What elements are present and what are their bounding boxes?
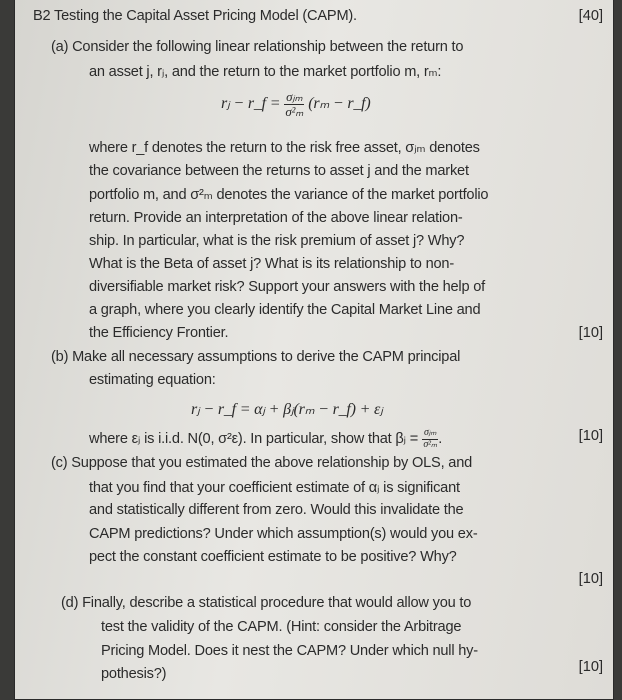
part-b-line-1: (b) Make all necessary assumptions to derive the CAPM principal bbox=[51, 349, 461, 365]
part-b-fraction-denominator: σ²ₘ bbox=[423, 438, 437, 450]
part-b-line-3 bbox=[89, 428, 442, 450]
part-a-line-6: return. Provide an interpretation of the above linear relation- bbox=[89, 210, 463, 226]
part-b-fraction-numerator: σⱼₘ bbox=[423, 427, 437, 438]
part-b-line-3-end: . bbox=[438, 430, 443, 447]
part-a-marks: [10] bbox=[578, 325, 603, 341]
part-d-line-4: pothesis?) bbox=[101, 666, 167, 682]
part-b-beta-fraction bbox=[422, 428, 438, 450]
part-a-fraction-numerator: σⱼₘ bbox=[286, 89, 303, 104]
part-a-line-5: portfolio m, and σ²ₘ denotes the variance of the market portfolio bbox=[89, 187, 489, 203]
part-d-line-3: Pricing Model. Does it nest the CAPM? Under which null hy- bbox=[101, 643, 478, 659]
part-c-line-3: and statistically different from zero. Would this invalidate the bbox=[89, 502, 464, 518]
part-a-line-4: the covariance between the returns to asset j and the market bbox=[89, 163, 469, 179]
part-a-line-1: (a) Consider the following linear relationship between the return to bbox=[51, 39, 464, 55]
part-d-line-2: test the validity of the CAPM. (Hint: consider the Arbitrage bbox=[101, 619, 462, 635]
part-d-line-1: (d) Finally, describe a statistical procedure that would allow you to bbox=[61, 595, 472, 611]
part-a-fraction-denominator: σ²ₘ bbox=[285, 103, 304, 119]
question-title: B2 Testing the Capital Asset Pricing Model (CAPM). bbox=[33, 8, 357, 24]
part-b-line-3-text: where εⱼ is i.i.d. N(0, σ²ε). In particular, show that βⱼ = bbox=[89, 430, 419, 447]
part-a-line-9: diversifiable market risk? Support your answers with the help of bbox=[89, 279, 486, 295]
part-c-line-5: pect the constant coefficient estimate to be positive? Why? bbox=[89, 549, 457, 565]
part-a-line-2: an asset j, rⱼ, and the return to the market portfolio m, rₘ: bbox=[89, 64, 442, 80]
part-c-line-1: (c) Suppose that you estimated the above relationship by OLS, and bbox=[51, 455, 473, 471]
part-a-equation-rhs: (rₘ − r_f) bbox=[308, 95, 371, 112]
part-a-line-3: where r_f denotes the return to the risk free asset, σⱼₘ denotes bbox=[89, 140, 480, 156]
part-c-line-2: that you find that your coefficient estimate of αⱼ is significant bbox=[89, 480, 460, 496]
part-a-equation-lhs: rⱼ − r_f = bbox=[221, 95, 281, 112]
part-a-line-8: What is the Beta of asset j? What is its relationship to non- bbox=[89, 256, 454, 272]
part-b-equation: rⱼ − r_f = αⱼ + βⱼ(rₘ − r_f) + εⱼ bbox=[191, 401, 383, 418]
part-c-line-4: CAPM predictions? Under which assumption(s) would you ex- bbox=[89, 526, 478, 542]
part-a-line-7: ship. In particular, what is the risk premium of asset j? Why? bbox=[89, 233, 465, 249]
part-c-marks: [10] bbox=[578, 571, 603, 587]
part-a-equation bbox=[221, 90, 371, 118]
part-a-line-11: the Efficiency Frontier. bbox=[89, 325, 229, 341]
part-a-line-10: a graph, where you clearly identify the Capital Market Line and bbox=[89, 302, 481, 318]
exam-sheet bbox=[14, 0, 614, 700]
part-a-equation-fraction bbox=[284, 90, 304, 118]
part-b-line-2: estimating equation: bbox=[89, 372, 216, 388]
part-b-marks: [10] bbox=[578, 428, 603, 444]
part-d-marks: [10] bbox=[578, 659, 603, 675]
question-marks: [40] bbox=[578, 8, 603, 24]
